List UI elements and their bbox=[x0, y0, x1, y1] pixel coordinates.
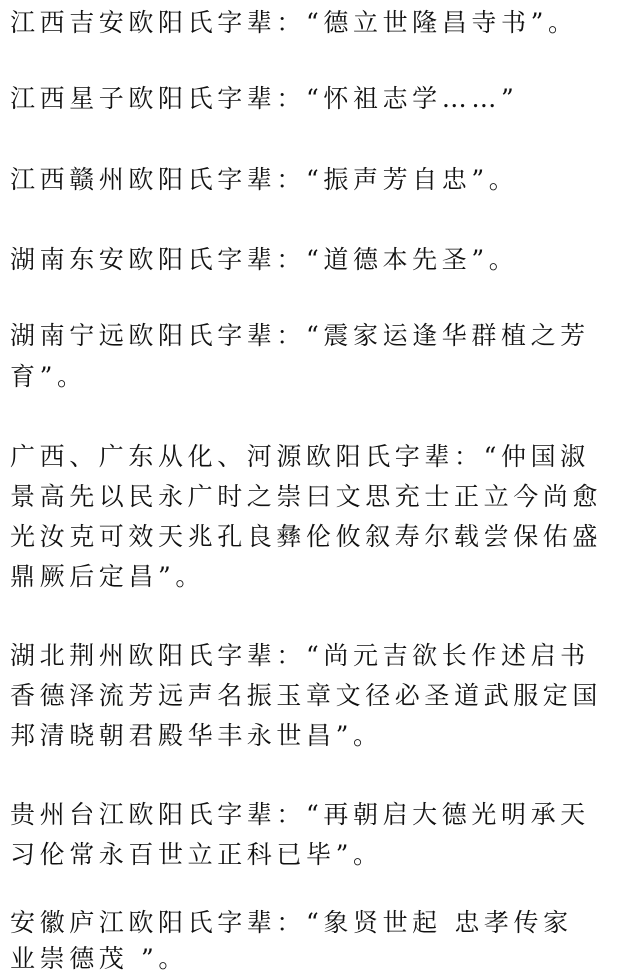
entry-1-line-1: 江西吉安欧阳氏字辈：“德立世隆昌寺书”。 bbox=[10, 8, 578, 37]
entry-9-line-2: 业崇德茂 ”。 bbox=[10, 944, 188, 973]
entry-5-line-1: 湖南宁远欧阳氏字辈：“震家运逢华群植之芳 bbox=[10, 321, 590, 350]
entry-6-line-2: 景高先以民永广时之崇曰文思充士正立今尚愈 bbox=[10, 482, 603, 511]
entry-6-line-1: 广西、广东从化、河源欧阳氏字辈：“仲国淑 bbox=[10, 442, 590, 471]
entry-3-line-1: 江西赣州欧阳氏字辈：“振声芳自忠”。 bbox=[10, 165, 519, 194]
entry-4-line-1: 湖南东安欧阳氏字辈：“道德本先圣”。 bbox=[10, 245, 519, 274]
entry-8-line-1: 贵州台江欧阳氏字辈：“再朝启大德光明承天 bbox=[10, 800, 590, 829]
entry-7-line-1: 湖北荆州欧阳氏字辈：“尚元吉欲长作述启书 bbox=[10, 641, 590, 670]
entry-7-line-2: 香德泽流芳远声名振玉章文径必圣道武服定国 bbox=[10, 681, 603, 710]
entry-6-line-3: 光汝克可效天兆孔良彝伦攸叙寿尔载尝保佑盛 bbox=[10, 522, 603, 551]
entry-2-line-1: 江西星子欧阳氏字辈：“怀祖志学……” bbox=[10, 84, 519, 113]
entry-8-line-2: 习伦常永百世立正科已毕”。 bbox=[10, 840, 383, 869]
entry-6-line-4: 鼎厥后定昌”。 bbox=[10, 562, 205, 591]
entry-5-line-2: 育”。 bbox=[10, 362, 87, 391]
entry-7-line-3: 邦清晓朝君殿华丰永世昌”。 bbox=[10, 721, 383, 750]
entry-9-line-1: 安徽庐江欧阳氏字辈：“象贤世起 忠孝传家 bbox=[10, 908, 573, 937]
